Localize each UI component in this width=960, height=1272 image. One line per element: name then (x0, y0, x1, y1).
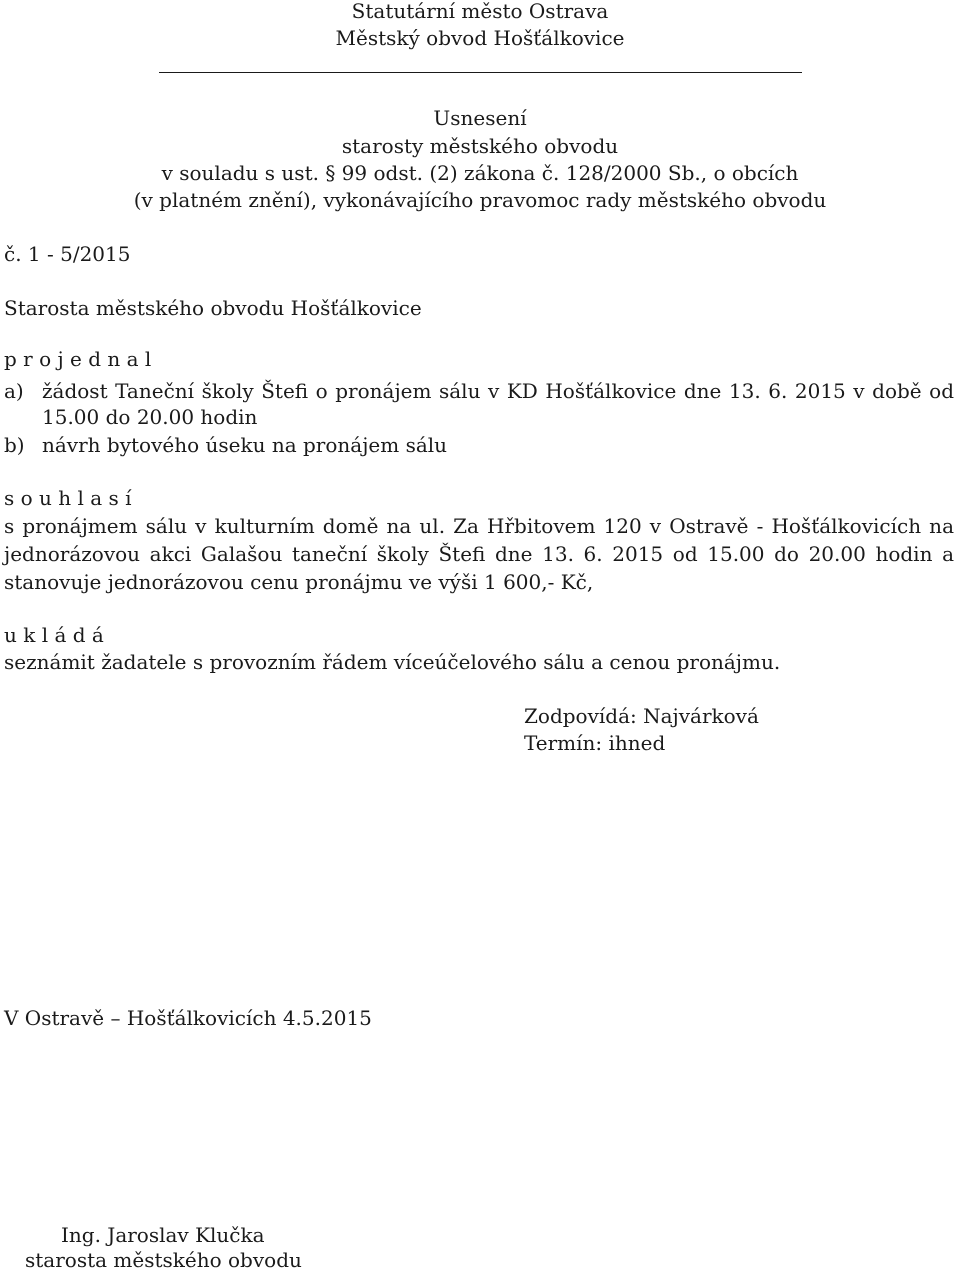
legal-basis: v souladu s ust. § 99 odst. (2) zákona č. 128/2000 Sb., o obcích (161, 161, 799, 185)
acting-official: Starosta městského obvodu Hošťálkovice (4, 296, 422, 320)
responsible-person: Zodpovídá: Najvárková (524, 704, 759, 728)
souhlasi-text-line-2: jednorázovou akci Galašou taneční školy Štefi dne 13. 6. 2015 od 15.00 do 20.00 hodin a (4, 542, 954, 566)
souhlasi-text-line-3: stanovuje jednorázovou cenu pronájmu ve výši 1 600,- Kč, (4, 570, 594, 594)
item-b-text: návrh bytového úseku na pronájem sálu (42, 433, 448, 457)
signatory-name: Ing. Jaroslav Klučka (61, 1223, 265, 1247)
item-b-marker: b) (4, 433, 25, 457)
item-a-text-continued: 15.00 do 20.00 hodin (42, 405, 258, 429)
item-a-text: žádost Taneční školy Štefi o pronájem sálu v KD Hošťálkovice dne 13. 6. 2015 v době od (42, 379, 954, 403)
souhlasi-heading: s o u h l a s í (4, 486, 132, 510)
legal-basis-continued: (v platném znění), vykonávajícího pravomoc rady městského obvodu (133, 188, 827, 212)
header-district: Městský obvod Hošťálkovice (335, 26, 625, 50)
resolution-issuer: starosty městského obvodu (341, 134, 619, 158)
deadline: Termín: ihned (524, 731, 666, 755)
signatory-role: starosta městského obvodu (25, 1248, 302, 1272)
uklada-text: seznámit žadatele s provozním řádem víceúčelového sálu a cenou pronájmu. (4, 650, 781, 674)
souhlasi-text-line-1: s pronájmem sálu v kulturním domě na ul. Za Hřbitovem 120 v Ostravě - Hošťálkovicích na (4, 514, 954, 538)
item-a-marker: a) (4, 379, 24, 403)
resolution-number: č. 1 - 5/2015 (4, 242, 131, 266)
resolution-heading: Usnesení (433, 106, 527, 130)
projednal-heading: p r o j e d n a l (4, 347, 152, 371)
uklada-heading: u k l á d á (4, 623, 104, 647)
place-and-date: V Ostravě – Hošťálkovicích 4.5.2015 (4, 1006, 372, 1030)
header-divider (159, 72, 802, 73)
header-city: Statutární město Ostrava (351, 0, 609, 23)
